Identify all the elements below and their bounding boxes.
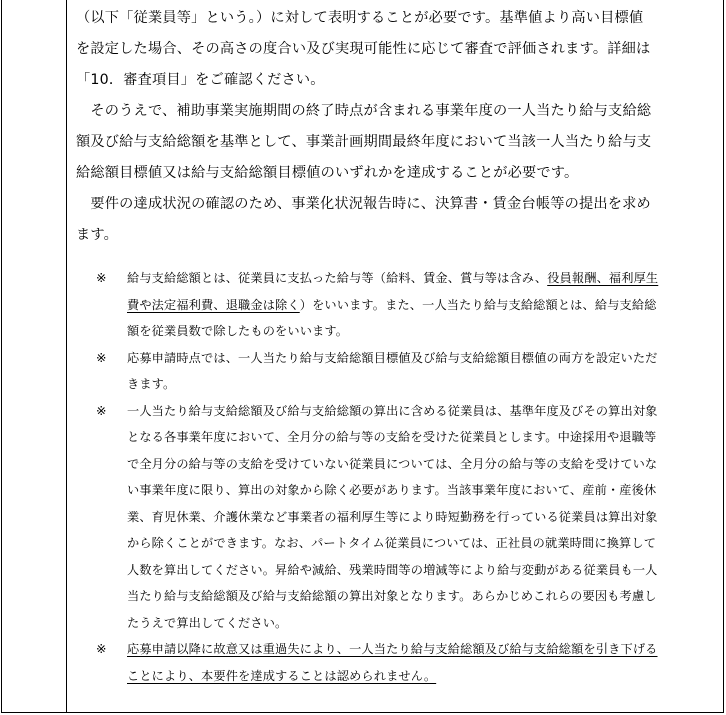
underlined-text: 役員報酬、福利厚生	[547, 271, 659, 285]
note-item-salary-definition	[76, 265, 712, 345]
note-line: から除くことができます。なお、パートタイム従業員については、正社員の就業時間に換算して	[127, 536, 657, 550]
paragraph-line: （以下「従業員等」という。）に対して表明することが必要です。基準値より高い目標値	[76, 10, 644, 26]
left-column-cell	[2, 0, 67, 712]
paragraph-target-achievement	[76, 96, 712, 189]
note-line: い事業年度に限り、算出の対象から除く必要があります。当該事業年度において、産前・産後休	[127, 483, 657, 497]
note-line: 給与支給総額とは、従業員に支払った給与等（給料、賃金、賞与等は含み、役員報酬、福利厚生	[127, 271, 659, 285]
paragraph-line: 「10．審査項目」をご確認ください。	[76, 72, 325, 88]
note-line: たうえで算出してください。	[127, 615, 288, 630]
content-cell	[76, 0, 712, 689]
paragraph-line: 給総額目標値又は給与支給総額目標値のいずれかを達成することが必要です。	[76, 165, 579, 181]
note-mark: ※	[96, 349, 107, 365]
note-line: 費や法定福利費、退職金は除く）をいいます。また、一人当たり給与支給総額とは、給与支給総	[127, 297, 657, 312]
note-line: 額を従業員数で除したものをいいます。	[127, 324, 349, 338]
paragraph-verification	[76, 189, 712, 251]
note-line: 応募申請以降に故意又は重過失により、一人当たり給与支給総額及び給与支給総額を引き下げる	[127, 642, 658, 656]
note-line: 応募申請時点では、一人当たり給与支給総額目標値及び給与支給総額目標値の両方を設定いただ	[127, 350, 658, 365]
note-item-prohibition	[76, 636, 712, 689]
note-line: 一人当たり給与支給総額及び給与支給総額の算出に含める従業員は、基準年度及びその算出対象	[127, 403, 658, 418]
note-mark: ※	[96, 641, 107, 656]
note-line: 業、育児休業、介護休業など事業者の福利厚生等により時短勤務を行っている従業員は算出対象	[127, 509, 658, 524]
paragraph-line: ます。	[76, 227, 119, 243]
underlined-text: 費や法定福利費、退職金は除く	[127, 297, 300, 312]
note-item-target-setting	[76, 345, 712, 398]
underlined-text: ことにより、本要件を達成することは認められません。	[127, 668, 437, 683]
note-mark: ※	[96, 270, 107, 285]
document-table	[1, 0, 724, 713]
note-line	[127, 663, 712, 690]
note-line: きます。	[127, 377, 176, 391]
paragraph-line: 要件の達成状況の確認のため、事業化状況報告時に、決算書・賃金台帳等の提出を求め	[76, 196, 651, 212]
notes-list	[76, 265, 712, 689]
note-line: となる各事業年度において、全月分の給与等の支給を受けた従業員とします。中途採用や退職等	[127, 430, 657, 444]
note-item-employee-scope	[76, 398, 712, 637]
paragraph-line: そのうえで、補助事業実施期間の終了時点が含まれる事業年度の一人当たり給与支給総	[76, 103, 652, 119]
paragraph-line: 額及び給与支給総額を基準として、事業計画期間最終年度において当該一人当たり給与支	[76, 134, 652, 150]
note-line: で全月分の給与等の支給を受けていない従業員については、全月分の給与等の支給を受けていな	[127, 456, 658, 471]
note-line: 人数を算出してください。昇給や減給、残業時間等の増減等により給与変動がある従業員も一人	[127, 562, 658, 577]
paragraph-declaration	[76, 3, 712, 96]
note-mark: ※	[96, 402, 107, 418]
note-line: 当たり給与支給総額及び給与支給総額の算出対象となります。あらかじめこれらの要因も考慮し	[127, 589, 657, 603]
paragraph-line: を設定した場合、その高さの度合い及び実現可能性に応じて審査で評価されます。詳細は	[76, 41, 651, 57]
